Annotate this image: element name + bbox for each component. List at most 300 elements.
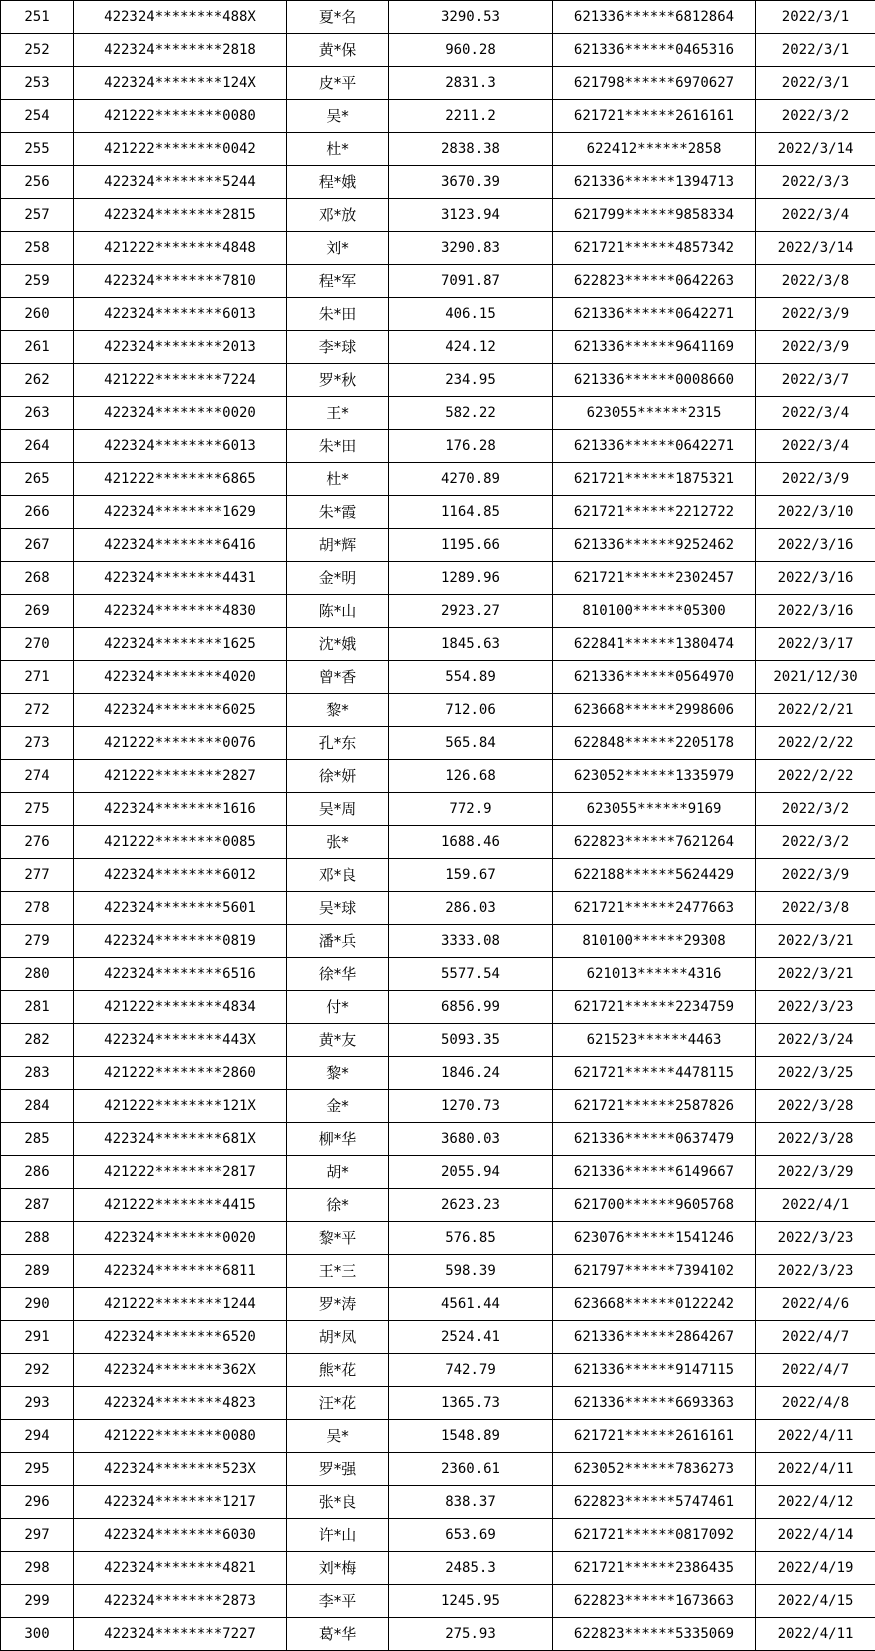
amount-cell: 5093.35 xyxy=(389,1024,553,1057)
amount-cell: 159.67 xyxy=(389,859,553,892)
name-cell: 杜* xyxy=(287,133,389,166)
table-row xyxy=(1,892,875,925)
row-number-cell: 295 xyxy=(1,1453,74,1486)
id-number-cell: 422324********7227 xyxy=(74,1618,287,1651)
date-cell: 2022/3/2 xyxy=(756,793,875,826)
bank-card-cell: 621721******2386435 xyxy=(553,1552,756,1585)
table-row xyxy=(1,199,875,232)
table-row xyxy=(1,1024,875,1057)
name-cell: 吴*周 xyxy=(287,793,389,826)
date-cell: 2022/3/21 xyxy=(756,925,875,958)
table-row xyxy=(1,529,875,562)
bank-card-cell: 621700******9605768 xyxy=(553,1189,756,1222)
id-number-cell: 422324********523X xyxy=(74,1453,287,1486)
name-cell: 付* xyxy=(287,991,389,1024)
bank-card-cell: 810100******05300 xyxy=(553,595,756,628)
name-cell: 徐* xyxy=(287,1189,389,1222)
row-number-cell: 298 xyxy=(1,1552,74,1585)
id-number-cell: 422324********488X xyxy=(74,1,287,34)
amount-cell: 2524.41 xyxy=(389,1321,553,1354)
table-row xyxy=(1,694,875,727)
id-number-cell: 422324********4821 xyxy=(74,1552,287,1585)
row-number-cell: 281 xyxy=(1,991,74,1024)
id-number-cell: 422324********6416 xyxy=(74,529,287,562)
amount-cell: 2055.94 xyxy=(389,1156,553,1189)
table-row xyxy=(1,430,875,463)
row-number-cell: 269 xyxy=(1,595,74,628)
date-cell: 2022/3/9 xyxy=(756,331,875,364)
id-number-cell: 422324********4020 xyxy=(74,661,287,694)
bank-card-cell: 621721******1875321 xyxy=(553,463,756,496)
row-number-cell: 279 xyxy=(1,925,74,958)
row-number-cell: 267 xyxy=(1,529,74,562)
bank-card-cell: 621721******4857342 xyxy=(553,232,756,265)
id-number-cell: 421222********4848 xyxy=(74,232,287,265)
bank-card-cell: 621721******2234759 xyxy=(553,991,756,1024)
id-number-cell: 422324********1625 xyxy=(74,628,287,661)
row-number-cell: 299 xyxy=(1,1585,74,1618)
bank-card-cell: 622848******2205178 xyxy=(553,727,756,760)
row-number-cell: 265 xyxy=(1,463,74,496)
name-cell: 汪*花 xyxy=(287,1387,389,1420)
row-number-cell: 283 xyxy=(1,1057,74,1090)
date-cell: 2022/4/12 xyxy=(756,1486,875,1519)
table-row xyxy=(1,661,875,694)
table-row xyxy=(1,1123,875,1156)
date-cell: 2022/3/1 xyxy=(756,1,875,34)
date-cell: 2022/2/21 xyxy=(756,694,875,727)
row-number-cell: 288 xyxy=(1,1222,74,1255)
table-row xyxy=(1,826,875,859)
date-cell: 2022/4/7 xyxy=(756,1321,875,1354)
row-number-cell: 254 xyxy=(1,100,74,133)
bank-card-cell: 621721******4478115 xyxy=(553,1057,756,1090)
bank-card-cell: 622823******5747461 xyxy=(553,1486,756,1519)
bank-card-cell: 622412******2858 xyxy=(553,133,756,166)
row-number-cell: 274 xyxy=(1,760,74,793)
id-number-cell: 422324********4431 xyxy=(74,562,287,595)
id-number-cell: 421222********0080 xyxy=(74,100,287,133)
table-row xyxy=(1,958,875,991)
date-cell: 2022/2/22 xyxy=(756,727,875,760)
bank-card-cell: 621336******9147115 xyxy=(553,1354,756,1387)
id-number-cell: 422324********2873 xyxy=(74,1585,287,1618)
bank-card-cell: 623668******2998606 xyxy=(553,694,756,727)
id-number-cell: 422324********6811 xyxy=(74,1255,287,1288)
date-cell: 2022/3/1 xyxy=(756,34,875,67)
row-number-cell: 287 xyxy=(1,1189,74,1222)
id-number-cell: 422324********6520 xyxy=(74,1321,287,1354)
name-cell: 刘*梅 xyxy=(287,1552,389,1585)
id-number-cell: 422324********0020 xyxy=(74,397,287,430)
name-cell: 刘* xyxy=(287,232,389,265)
name-cell: 胡*凤 xyxy=(287,1321,389,1354)
name-cell: 朱*霞 xyxy=(287,496,389,529)
date-cell: 2022/4/14 xyxy=(756,1519,875,1552)
date-cell: 2022/4/7 xyxy=(756,1354,875,1387)
name-cell: 夏*名 xyxy=(287,1,389,34)
date-cell: 2022/3/4 xyxy=(756,199,875,232)
amount-cell: 565.84 xyxy=(389,727,553,760)
bank-card-cell: 621721******2587826 xyxy=(553,1090,756,1123)
table-row xyxy=(1,100,875,133)
amount-cell: 275.93 xyxy=(389,1618,553,1651)
row-number-cell: 278 xyxy=(1,892,74,925)
bank-card-cell: 623055******2315 xyxy=(553,397,756,430)
table-row xyxy=(1,1090,875,1123)
name-cell: 吴* xyxy=(287,100,389,133)
bank-card-cell: 621721******2212722 xyxy=(553,496,756,529)
name-cell: 徐*华 xyxy=(287,958,389,991)
name-cell: 王* xyxy=(287,397,389,430)
name-cell: 朱*田 xyxy=(287,298,389,331)
bank-card-cell: 621336******6149667 xyxy=(553,1156,756,1189)
table-row xyxy=(1,1453,875,1486)
amount-cell: 772.9 xyxy=(389,793,553,826)
id-number-cell: 422324********1217 xyxy=(74,1486,287,1519)
id-number-cell: 422324********4830 xyxy=(74,595,287,628)
bank-card-cell: 621797******7394102 xyxy=(553,1255,756,1288)
table-row xyxy=(1,1222,875,1255)
table-row xyxy=(1,1618,875,1651)
date-cell: 2022/3/10 xyxy=(756,496,875,529)
table-row xyxy=(1,1585,875,1618)
amount-cell: 1548.89 xyxy=(389,1420,553,1453)
id-number-cell: 422324********6013 xyxy=(74,298,287,331)
row-number-cell: 251 xyxy=(1,1,74,34)
name-cell: 柳*华 xyxy=(287,1123,389,1156)
id-number-cell: 421222********7224 xyxy=(74,364,287,397)
amount-cell: 2838.38 xyxy=(389,133,553,166)
date-cell: 2022/3/1 xyxy=(756,67,875,100)
bank-card-cell: 621336******2864267 xyxy=(553,1321,756,1354)
amount-cell: 742.79 xyxy=(389,1354,553,1387)
date-cell: 2022/3/16 xyxy=(756,562,875,595)
bank-card-cell: 623668******0122242 xyxy=(553,1288,756,1321)
table-row xyxy=(1,1057,875,1090)
table-row xyxy=(1,925,875,958)
date-cell: 2022/3/14 xyxy=(756,133,875,166)
table-row xyxy=(1,1321,875,1354)
table-row xyxy=(1,1255,875,1288)
date-cell: 2022/2/22 xyxy=(756,760,875,793)
id-number-cell: 422324********6516 xyxy=(74,958,287,991)
id-number-cell: 422324********2815 xyxy=(74,199,287,232)
amount-cell: 838.37 xyxy=(389,1486,553,1519)
bank-card-cell: 621798******6970627 xyxy=(553,67,756,100)
bank-card-cell: 621721******2616161 xyxy=(553,1420,756,1453)
amount-cell: 3680.03 xyxy=(389,1123,553,1156)
id-number-cell: 422324********6030 xyxy=(74,1519,287,1552)
id-number-cell: 422324********6025 xyxy=(74,694,287,727)
name-cell: 孔*东 xyxy=(287,727,389,760)
name-cell: 黎* xyxy=(287,694,389,727)
name-cell: 罗*强 xyxy=(287,1453,389,1486)
row-number-cell: 271 xyxy=(1,661,74,694)
row-number-cell: 270 xyxy=(1,628,74,661)
amount-cell: 1245.95 xyxy=(389,1585,553,1618)
date-cell: 2021/12/30 xyxy=(756,661,875,694)
id-number-cell: 421222********0042 xyxy=(74,133,287,166)
name-cell: 邓*放 xyxy=(287,199,389,232)
row-number-cell: 292 xyxy=(1,1354,74,1387)
id-number-cell: 422324********124X xyxy=(74,67,287,100)
bank-card-cell: 621013******4316 xyxy=(553,958,756,991)
table-row xyxy=(1,397,875,430)
bank-card-cell: 621336******0008660 xyxy=(553,364,756,397)
name-cell: 徐*妍 xyxy=(287,760,389,793)
row-number-cell: 273 xyxy=(1,727,74,760)
date-cell: 2022/3/25 xyxy=(756,1057,875,1090)
row-number-cell: 276 xyxy=(1,826,74,859)
name-cell: 潘*兵 xyxy=(287,925,389,958)
row-number-cell: 297 xyxy=(1,1519,74,1552)
amount-cell: 1845.63 xyxy=(389,628,553,661)
table-row xyxy=(1,166,875,199)
id-number-cell: 422324********0819 xyxy=(74,925,287,958)
id-number-cell: 421222********2817 xyxy=(74,1156,287,1189)
id-number-cell: 421222********2860 xyxy=(74,1057,287,1090)
bank-card-cell: 622823******0642263 xyxy=(553,265,756,298)
table-row xyxy=(1,1156,875,1189)
amount-cell: 1270.73 xyxy=(389,1090,553,1123)
name-cell: 邓*良 xyxy=(287,859,389,892)
bank-card-cell: 621336******9641169 xyxy=(553,331,756,364)
table-row xyxy=(1,595,875,628)
name-cell: 黎*平 xyxy=(287,1222,389,1255)
amount-cell: 424.12 xyxy=(389,331,553,364)
date-cell: 2022/3/3 xyxy=(756,166,875,199)
table-row xyxy=(1,1288,875,1321)
date-cell: 2022/3/9 xyxy=(756,298,875,331)
row-number-cell: 282 xyxy=(1,1024,74,1057)
row-number-cell: 300 xyxy=(1,1618,74,1651)
table-row xyxy=(1,67,875,100)
row-number-cell: 293 xyxy=(1,1387,74,1420)
amount-cell: 582.22 xyxy=(389,397,553,430)
date-cell: 2022/4/11 xyxy=(756,1618,875,1651)
row-number-cell: 260 xyxy=(1,298,74,331)
name-cell: 许*山 xyxy=(287,1519,389,1552)
name-cell: 王*三 xyxy=(287,1255,389,1288)
id-number-cell: 421222********0080 xyxy=(74,1420,287,1453)
bank-card-cell: 621336******0642271 xyxy=(553,298,756,331)
bank-card-cell: 621336******6812864 xyxy=(553,1,756,34)
table-row xyxy=(1,364,875,397)
table-row xyxy=(1,1420,875,1453)
name-cell: 黄*保 xyxy=(287,34,389,67)
amount-cell: 1365.73 xyxy=(389,1387,553,1420)
name-cell: 金*明 xyxy=(287,562,389,595)
bank-card-cell: 621336******9252462 xyxy=(553,529,756,562)
row-number-cell: 277 xyxy=(1,859,74,892)
amount-cell: 1164.85 xyxy=(389,496,553,529)
row-number-cell: 264 xyxy=(1,430,74,463)
amount-cell: 3290.53 xyxy=(389,1,553,34)
amount-cell: 7091.87 xyxy=(389,265,553,298)
table-row xyxy=(1,1,875,34)
id-number-cell: 421222********2827 xyxy=(74,760,287,793)
amount-cell: 126.68 xyxy=(389,760,553,793)
amount-cell: 1846.24 xyxy=(389,1057,553,1090)
name-cell: 杜* xyxy=(287,463,389,496)
id-number-cell: 422324********681X xyxy=(74,1123,287,1156)
amount-cell: 6856.99 xyxy=(389,991,553,1024)
bank-card-cell: 623052******7836273 xyxy=(553,1453,756,1486)
name-cell: 张* xyxy=(287,826,389,859)
row-number-cell: 255 xyxy=(1,133,74,166)
table-row xyxy=(1,331,875,364)
bank-card-cell: 621336******0465316 xyxy=(553,34,756,67)
date-cell: 2022/3/9 xyxy=(756,463,875,496)
date-cell: 2022/3/4 xyxy=(756,430,875,463)
date-cell: 2022/4/6 xyxy=(756,1288,875,1321)
table-row xyxy=(1,628,875,661)
id-number-cell: 422324********5601 xyxy=(74,892,287,925)
bank-card-cell: 621721******2616161 xyxy=(553,100,756,133)
table-row xyxy=(1,760,875,793)
row-number-cell: 268 xyxy=(1,562,74,595)
table-row xyxy=(1,463,875,496)
amount-cell: 4270.89 xyxy=(389,463,553,496)
date-cell: 2022/4/1 xyxy=(756,1189,875,1222)
amount-cell: 1289.96 xyxy=(389,562,553,595)
date-cell: 2022/4/8 xyxy=(756,1387,875,1420)
row-number-cell: 275 xyxy=(1,793,74,826)
name-cell: 黎* xyxy=(287,1057,389,1090)
amount-cell: 712.06 xyxy=(389,694,553,727)
date-cell: 2022/3/17 xyxy=(756,628,875,661)
table-row xyxy=(1,1189,875,1222)
date-cell: 2022/3/28 xyxy=(756,1123,875,1156)
id-number-cell: 422324********4823 xyxy=(74,1387,287,1420)
table-row xyxy=(1,1552,875,1585)
row-number-cell: 258 xyxy=(1,232,74,265)
date-cell: 2022/3/29 xyxy=(756,1156,875,1189)
name-cell: 李*球 xyxy=(287,331,389,364)
amount-cell: 234.95 xyxy=(389,364,553,397)
amount-cell: 3290.83 xyxy=(389,232,553,265)
id-number-cell: 422324********2013 xyxy=(74,331,287,364)
name-cell: 陈*山 xyxy=(287,595,389,628)
table-row xyxy=(1,1519,875,1552)
table-row xyxy=(1,727,875,760)
date-cell: 2022/4/19 xyxy=(756,1552,875,1585)
id-number-cell: 422324********362X xyxy=(74,1354,287,1387)
row-number-cell: 296 xyxy=(1,1486,74,1519)
id-number-cell: 421222********0076 xyxy=(74,727,287,760)
id-number-cell: 422324********2818 xyxy=(74,34,287,67)
date-cell: 2022/3/16 xyxy=(756,529,875,562)
date-cell: 2022/3/9 xyxy=(756,859,875,892)
amount-cell: 4561.44 xyxy=(389,1288,553,1321)
name-cell: 程*娥 xyxy=(287,166,389,199)
table-row xyxy=(1,859,875,892)
amount-cell: 2485.3 xyxy=(389,1552,553,1585)
row-number-cell: 291 xyxy=(1,1321,74,1354)
table-row xyxy=(1,562,875,595)
id-number-cell: 422324********1629 xyxy=(74,496,287,529)
bank-card-cell: 621721******0817092 xyxy=(553,1519,756,1552)
amount-cell: 176.28 xyxy=(389,430,553,463)
date-cell: 2022/3/23 xyxy=(756,991,875,1024)
date-cell: 2022/3/2 xyxy=(756,826,875,859)
amount-cell: 3333.08 xyxy=(389,925,553,958)
row-number-cell: 262 xyxy=(1,364,74,397)
amount-cell: 960.28 xyxy=(389,34,553,67)
date-cell: 2022/3/8 xyxy=(756,892,875,925)
date-cell: 2022/3/14 xyxy=(756,232,875,265)
bank-card-cell: 623055******9169 xyxy=(553,793,756,826)
amount-cell: 653.69 xyxy=(389,1519,553,1552)
date-cell: 2022/4/11 xyxy=(756,1453,875,1486)
name-cell: 胡*辉 xyxy=(287,529,389,562)
name-cell: 熊*花 xyxy=(287,1354,389,1387)
name-cell: 罗*涛 xyxy=(287,1288,389,1321)
id-number-cell: 422324********6013 xyxy=(74,430,287,463)
name-cell: 金* xyxy=(287,1090,389,1123)
date-cell: 2022/3/8 xyxy=(756,265,875,298)
date-cell: 2022/3/24 xyxy=(756,1024,875,1057)
bank-card-cell: 621523******4463 xyxy=(553,1024,756,1057)
amount-cell: 1195.66 xyxy=(389,529,553,562)
amount-cell: 3123.94 xyxy=(389,199,553,232)
name-cell: 沈*娥 xyxy=(287,628,389,661)
name-cell: 张*良 xyxy=(287,1486,389,1519)
bank-card-cell: 621721******2477663 xyxy=(553,892,756,925)
name-cell: 吴*球 xyxy=(287,892,389,925)
table-row xyxy=(1,232,875,265)
bank-card-cell: 621336******1394713 xyxy=(553,166,756,199)
id-number-cell: 422324********1616 xyxy=(74,793,287,826)
id-number-cell: 421222********4834 xyxy=(74,991,287,1024)
date-cell: 2022/3/21 xyxy=(756,958,875,991)
id-number-cell: 422324********7810 xyxy=(74,265,287,298)
table-row xyxy=(1,265,875,298)
bank-card-cell: 810100******29308 xyxy=(553,925,756,958)
date-cell: 2022/3/28 xyxy=(756,1090,875,1123)
bank-card-cell: 621336******0564970 xyxy=(553,661,756,694)
name-cell: 李*平 xyxy=(287,1585,389,1618)
name-cell: 罗*秋 xyxy=(287,364,389,397)
row-number-cell: 252 xyxy=(1,34,74,67)
table-row xyxy=(1,1486,875,1519)
amount-cell: 2360.61 xyxy=(389,1453,553,1486)
id-number-cell: 421222********0085 xyxy=(74,826,287,859)
amount-cell: 3670.39 xyxy=(389,166,553,199)
id-number-cell: 422324********443X xyxy=(74,1024,287,1057)
name-cell: 胡* xyxy=(287,1156,389,1189)
date-cell: 2022/3/4 xyxy=(756,397,875,430)
amount-cell: 5577.54 xyxy=(389,958,553,991)
date-cell: 2022/4/15 xyxy=(756,1585,875,1618)
row-number-cell: 285 xyxy=(1,1123,74,1156)
id-number-cell: 422324********5244 xyxy=(74,166,287,199)
amount-cell: 286.03 xyxy=(389,892,553,925)
table-row xyxy=(1,991,875,1024)
row-number-cell: 294 xyxy=(1,1420,74,1453)
row-number-cell: 280 xyxy=(1,958,74,991)
date-cell: 2022/4/11 xyxy=(756,1420,875,1453)
table-row xyxy=(1,1387,875,1420)
bank-card-cell: 622841******1380474 xyxy=(553,628,756,661)
id-number-cell: 421222********4415 xyxy=(74,1189,287,1222)
name-cell: 皮*平 xyxy=(287,67,389,100)
name-cell: 黄*友 xyxy=(287,1024,389,1057)
name-cell: 葛*华 xyxy=(287,1618,389,1651)
date-cell: 2022/3/2 xyxy=(756,100,875,133)
row-number-cell: 272 xyxy=(1,694,74,727)
